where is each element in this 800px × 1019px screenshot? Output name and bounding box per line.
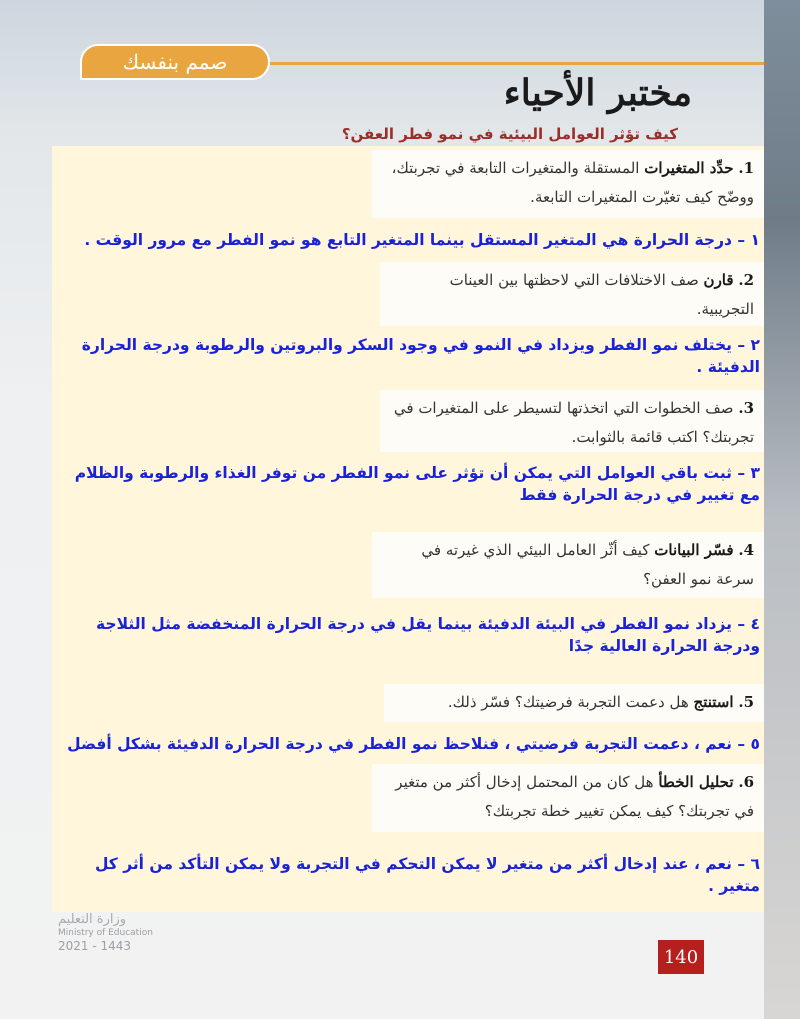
section-tab-label: صمم بنفسك	[122, 50, 228, 74]
section-tab	[80, 44, 270, 80]
question-number: 2.	[738, 271, 754, 289]
question-number: 3.	[738, 399, 754, 417]
question-4	[372, 532, 764, 598]
question-keyword: حدِّد المتغيرات	[644, 159, 734, 177]
question-text: صف الخطوات التي اتخذتها لتسيطر على المتغيرات في تجربتك؟ اكتب قائمة بالثوابت.	[393, 399, 754, 446]
question-6	[372, 764, 764, 832]
question-number: 5.	[738, 693, 754, 711]
ministry-name-en: Ministry of Education	[58, 928, 153, 938]
question-1	[372, 150, 764, 218]
question-keyword: تحليل الخطأ	[658, 773, 734, 791]
lab-question: كيف تؤثر العوامل البيئية في نمو فطر العفن؟	[341, 125, 678, 143]
lesson-title: مختبر الأحياء	[503, 72, 692, 114]
question-text: المستقلة والمتغيرات التابعة في تجربتك، ووضّح كيف تغيّرت المتغيرات التابعة.	[391, 159, 754, 206]
page-number: 140	[658, 940, 704, 974]
question-3	[380, 390, 764, 452]
question-number: 4.	[738, 541, 754, 559]
answer-3: ٣ – ثبت باقي العوامل التي يمكن أن تؤثر على نمو الفطر من توفر الغذاء والرطوبة والظلام مع تغيير في درجة الحرارة فقط	[74, 464, 760, 504]
answer-2: ٢ – يختلف نمو الفطر ويزداد في النمو في وجود السكر والبروتين والرطوبة ودرجة الحرارة الدفيئة .	[81, 336, 760, 376]
ministry-name-ar: وزارة التعليم	[58, 912, 127, 927]
question-text: هل دعمت التجربة فرضيتك؟ فسّر ذلك.	[447, 693, 689, 711]
question-number: 1.	[738, 159, 754, 177]
edition-year: 2021 - 1443	[58, 939, 132, 953]
answer-5: ٥ – نعم ، دعمت التجربة فرضيتي ، فنلاحظ نمو الفطر في درجة الحرارة الدفيئة بشكل أفضل	[67, 735, 760, 753]
answer-1: ١ – درجة الحرارة هي المتغير المستقل بينما المتغير التابع هو نمو الفطر مع مرور الوقت .	[84, 231, 760, 249]
question-text: هل كان من المحتمل إدخال أكثر من متغير في تجربتك؟ كيف يمكن تغيير خطة تجربتك؟	[395, 773, 754, 820]
question-text: كيف أثّر العامل البيئي الذي غيرته في سرعة نمو العفن؟	[421, 541, 754, 588]
answer-4: ٤ – يزداد نمو الفطر في البيئة الدفيئة بينما يقل في درجة الحرارة المنخفضة مثل الثلاجة ودرجة الحرارة العالية جدًا	[96, 615, 760, 655]
question-keyword: استنتج	[693, 693, 734, 711]
question-number: 6.	[738, 773, 754, 791]
question-keyword: قارن	[703, 271, 734, 289]
question-5	[384, 684, 764, 722]
question-text: صف الاختلافات التي لاحظتها بين العينات التجريبية.	[449, 271, 754, 318]
question-2	[380, 262, 764, 326]
background-photo-strip	[764, 0, 800, 1019]
header-rule	[270, 62, 764, 65]
answer-6: ٦ – نعم ، عند إدخال أكثر من متغير لا يمكن التحكم في التجربة ولا يمكن التأكد من أثر كل متغير .	[94, 855, 760, 895]
ministry-logo	[58, 912, 153, 953]
question-keyword: فسّر البيانات	[654, 541, 734, 559]
